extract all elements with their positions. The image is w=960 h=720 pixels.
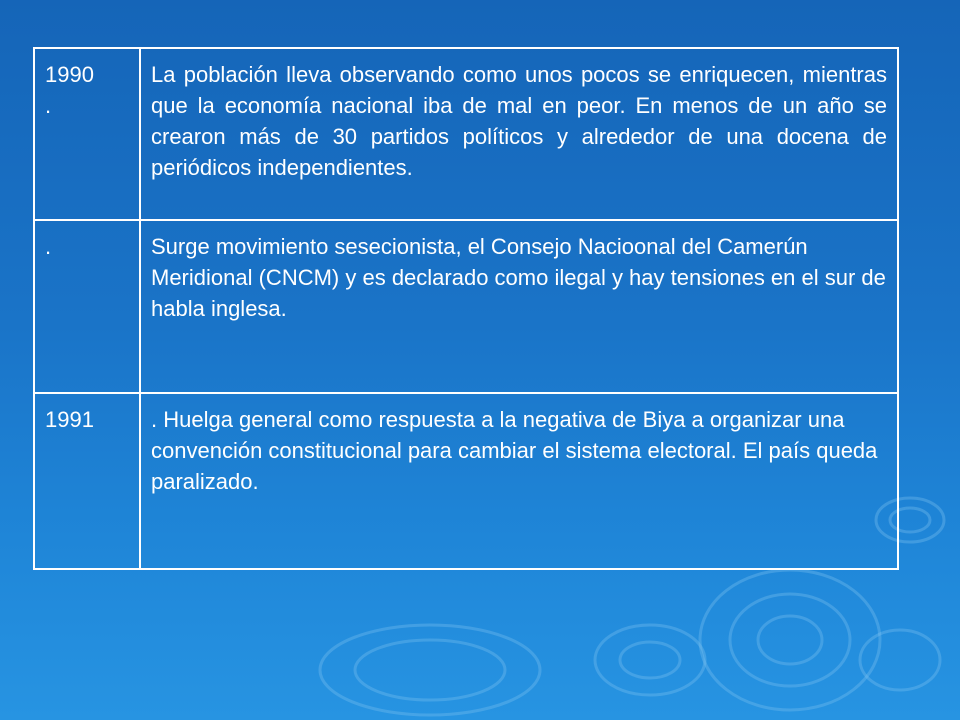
year-cell: 1990 . bbox=[34, 48, 140, 220]
timeline-table bbox=[33, 47, 899, 570]
event-text-cell: La población lleva observando como unos pocos se enriquecen, mientras que la economía nacional iba de mal en peor. En menos de un año se crearon más de 30 partidos políticos y alrededor de una docena de periódicos independientes. bbox=[140, 48, 898, 220]
year-cell: . bbox=[34, 220, 140, 393]
table-row bbox=[34, 393, 898, 569]
table-row bbox=[34, 220, 898, 393]
year-cell: 1991 bbox=[34, 393, 140, 569]
table-row bbox=[34, 48, 898, 220]
event-text-cell: Surge movimiento sesecionista, el Consejo Nacioonal del Camerún Meridional (CNCM) y es declarado como ilegal y hay tensiones en el sur de habla inglesa. bbox=[140, 220, 898, 393]
event-text-cell: . Huelga general como respuesta a la negativa de Biya a organizar una convención constitucional para cambiar el sistema electoral. El país queda paralizado. bbox=[140, 393, 898, 569]
